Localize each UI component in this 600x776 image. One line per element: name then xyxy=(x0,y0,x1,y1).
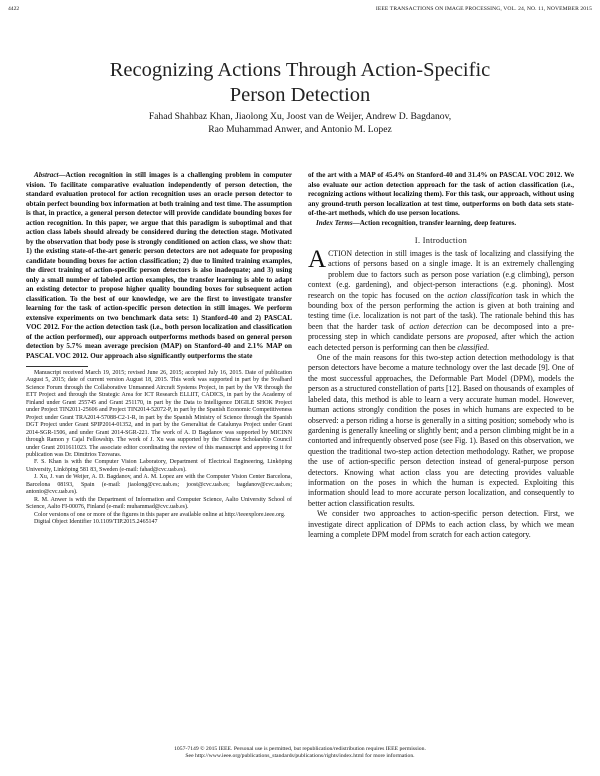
abstract xyxy=(26,171,292,361)
footnote-manuscript: Manuscript received March 19, 2015; revised June 26, 2015; accepted July 16, 2015. Date of publication August 5, 2015; date of current version August 18, 2015. This work was supported in part by the Svalbard Science Forum through the Collaborative Unmanned Aircraft Systems Project, in part by the VR through the ETT Project and through the Strategic Area for ICT Research ELLIIT, CADICS, in part by the Academy of Finland under Grant 255745 and Grant 251170, in part by the Data to Intelligence DIGILE SHOK Project under Project TIN2011-25606 and Project TIN2014-52072-P, in part by the Spanish Economic Competitiveness Project under Grant TRA2014-57088-C2-1-R, in part by the Spanish Ministry of Science through the Spanish DGT Project under Grant SPIP2014-01352, and in part by the Generalitat de Catalunya Project under Grant 2014-SGR-1506, and under Grant 2014-SGR-221. The work of A. D Bagdanov was supported by MICINN through Ramon y Cajal Fellowship. The work of J. Xu was supported by the Chinese Scholarship Council under Grant 2011611023. The associate editor coordinating the review of this manuscript and approving it for publication was Dr. Dimitrios Tzovaras. xyxy=(26,370,292,458)
authors-line-1: Fahad Shahbaz Khan, Jiaolong Xu, Joost van de Weijer, Andrew D. Bagdanov, xyxy=(148,111,452,122)
title-line-2: Person Detection xyxy=(229,84,371,106)
footnote-author-anwer: R. M. Anwer is with the Department of Information and Computer Science, Aalto University School of Science, Aalto FI-00076, Finland (e-mail: muhammad@cvc.uab.es). xyxy=(26,496,292,511)
author-list xyxy=(40,111,560,136)
running-header xyxy=(8,6,592,12)
copyright-line: 1057-7149 © 2015 IEEE. Personal use is permitted, but republication/redistribution requires IEEE permission. xyxy=(174,746,426,752)
rights-link-line: See http://www.ieee.org/publications_standards/publications/rights/index.html for more information. xyxy=(185,753,415,760)
index-terms xyxy=(308,219,574,229)
drop-cap: A xyxy=(308,246,327,273)
title-line-1: Recognizing Actions Through Action-Specific xyxy=(109,59,491,81)
footnote-color-versions: Color versions of one or more of the figures in this paper are available online at http://ieeexplore.ieee.org. xyxy=(34,511,286,518)
paper-title xyxy=(30,58,570,108)
footnote-doi: Digital Object Identifier 10.1109/TIP.2015.2465147 xyxy=(34,519,158,526)
abstract-text: —Action recognition in still images is a challenging problem in computer vision. To facilitate comparative evaluation independently of person detection, the standard evaluation protocol for action recognition uses an oracle person detector to obtain perfect bounding box information at both training and test time. The assumption is that, in practice, a general person detector will provide candidate bounding boxes for action recognition. In this paper, we argue that this paradigm is suboptimal and that action class labels should already be considered during the detection stage. Motivated by the observation that body pose is strongly conditioned on action class, we show that: 1) the existing state-of-the-art generic person detectors are not adequate for proposing candidate bounding boxes for action classification; 2) due to limited training examples, the direct training of action-specific person detectors is also inadequate; and 3) using only a small number of labeled action examples, the transfer learning is able to adapt an existing detector to propose higher quality bounding boxes for subsequent action classification. To the best of our knowledge, we are the first to investigate transfer learning for the task of action-specific person detection in still images. We perform extensive experiments on two benchmark data sets: 1) Stanford-40 and 2) PASCAL VOC 2012. For the action detection task (i.e., both person localization and classification of the action performed), our approach outperforms methods based on general person detection by 5.7% mean average precision (MAP) on Stanford-40 and 2.1% MAP on PASCAL VOC 2012. Our approach also significantly outperforms the state xyxy=(26,171,292,360)
page-number: 4422 xyxy=(8,6,20,12)
copyright-footer xyxy=(0,746,600,761)
intro-paragraph-2: One of the main reasons for this two-step action detection methodology is that person detectors have become a mature technology over the last decade [9]. One of the most successful approaches, the Deformable Part Model (DPM), models the person as a structured constellation of parts [12]. Based on thousands of examples of labeled data, this method is able to learn a very accurate human model. However, human actions strongly condition the poses in which humans are expected to be observed: a person riding a horse is generally in a sitting position; somebody who is gardening is generally kneeling or slightly bent; and a person climbing might be in a contorted and infrequently observed pose (see Fig. 1). Based on this observation, we question the traditional two-step action detection methodology. Rather, we propose the use of action-specific person detection instead of general-purpose person detectors. Knowing what action class you are detecting provides valuable information on the poses in which the human is expected. Exploiting this information should lead to more accurate person localization, and consequently to better action classification results. xyxy=(308,353,574,508)
index-terms-lead: Index Terms xyxy=(316,218,353,227)
abstract-continued: of the art with a MAP of 45.4% on Stanford-40 and 31.4% on PASCAL VOC 2012. We also evaluate our action detection approach for the task of action classification (i.e., recognizing actions without localizing them). For this task, our approach, without using any ground-truth person localization at test time, outperforms on both data sets state-of-the-art methods, which do use person locations. xyxy=(308,171,574,217)
footnote-author-khan: F. S. Khan is with the Computer Vision Laboratory, Department of Electrical Engineering, Linköping University, Linköping 581 83, Sweden (e-mail: fahad@cvc.uab.es). xyxy=(26,459,292,473)
journal-header: IEEE TRANSACTIONS ON IMAGE PROCESSING, VOL. 24, NO. 11, NOVEMBER 2015 xyxy=(375,6,592,12)
intro-paragraph-1: ACTION detection in still images is the task of localizing and classifying the actions of persons based on a single image. It is an extremely challenging problem due to factors such as person pose variation (e.g climbing), person context (e.g. gardening), and object-person interactions (e.g. phoning). Most research on the topic has focused on the action classification task in which the bounding box of the person performing the action is given at both training and testing time (i.e. localization is not part of the task). The rationale behind this has been that the harder task of action detection can be decomposed into a pre-processing step in which candidate persons are proposed, after which the action each detected person is performing can then be classified. xyxy=(308,246,574,352)
intro-paragraph-3: We consider two approaches to action-specific person detection. First, we investigate direct application of DPMs to each action class, by which we mean learning a complete DPM model from scratch for each action category. xyxy=(308,509,574,539)
abstract-lead: Abstract xyxy=(34,171,59,179)
footnote-divider xyxy=(26,366,88,367)
section-heading-introduction: I. Introduction xyxy=(414,236,468,245)
footnote-author-cvc: J. Xu, J. van de Weijer, A. D. Bagdanov, and A. M. Lopez are with the Computer Vision Center Barcelona, Barcelona 08193, Spain (e-mail: jiaolong@cvc.uab.es; joost@cvc.uab.es; bagdanov@cvc.uab.es; antonio@cvc.uab.es). xyxy=(26,474,292,496)
right-column xyxy=(308,171,574,540)
left-column xyxy=(26,171,292,527)
authors-line-2: Rao Muhammad Anwer, and Antonio M. Lopez xyxy=(208,123,392,135)
index-terms-text: —Action recognition, transfer learning, deep features. xyxy=(352,218,517,227)
